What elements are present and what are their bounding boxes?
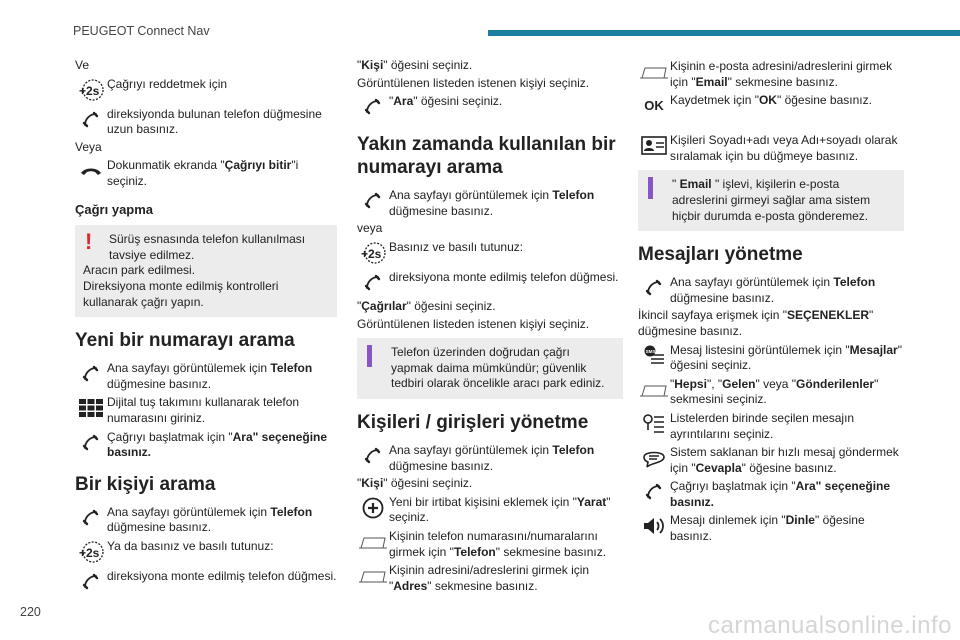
text-yada: Ya da basınız ve basılı tutunuz:	[107, 538, 274, 553]
phone-icon	[81, 110, 101, 130]
heading-yakin: Yakın zamanda kullanılan bir numarayı arama	[357, 134, 616, 179]
hang-up-icon	[79, 164, 103, 178]
watermark: carmanualsonline.info	[708, 612, 952, 639]
phone-icon	[644, 278, 664, 298]
info-box-1	[357, 338, 623, 399]
text-direksiyon3: direksiyona monte edilmiş telefon düğmesi.	[389, 269, 619, 284]
phone-icon	[363, 97, 383, 117]
text-yeni: Yeni bir irtibat kişisini eklemek için "Yarat" seçiniz.	[389, 494, 611, 525]
warning-box	[75, 225, 337, 317]
text-dinle: Mesajı dinlemek için "Dinle" öğesine basınız.	[670, 513, 865, 544]
details-row	[638, 410, 904, 442]
page-number: 220	[20, 605, 41, 619]
text-hizli: Sistem saklanan bir hızlı mesaj göndermek için "Cevapla" öğesine basınız.	[670, 445, 899, 475]
text-ana1: Ana sayfayı görüntülemek için Telefon düğmesine basınız.	[107, 361, 313, 391]
text-dijital: Dijital tuş takımını kullanarak telefon numarasını giriniz.	[107, 395, 300, 425]
address-tab-row	[357, 562, 623, 594]
phone-home-row-5	[638, 274, 904, 306]
warning-text-1: Sürüş esnasında telefon kullanılması tavsiye edilmez.	[109, 232, 306, 262]
svg-text:+2s: +2s	[79, 545, 100, 560]
text-kisi2: "Kişi" öğesini seçiniz.	[357, 476, 473, 491]
end-call-row	[75, 157, 337, 189]
text-veya: Veya	[75, 139, 102, 154]
phone-icon	[81, 572, 101, 592]
info-text-1: Telefon üzerinden doğrudan çağrı yapmak daima mümkündür; güvenlik tedbiri olarak öncelikle aracı park ediniz.	[391, 345, 605, 391]
svg-text:+2s: +2s	[361, 246, 382, 261]
tab-icon	[639, 64, 669, 80]
steering-phone-row-3	[357, 269, 623, 297]
call-start-row-1	[75, 429, 337, 461]
heading-kisileri: Kişileri / girişleri yönetme	[357, 411, 589, 433]
text-sirala: Kişileri Soyadı+adı veya Adı+soyadı olarak sıralamak için bu düğmeye basınız.	[670, 133, 898, 163]
text-listeden2: Görüntülenen listeden istenen kişiyi seçiniz.	[357, 316, 590, 331]
text-hepsi: "Hepsi", "Gelen" veya "Gönderilenler" sekmesini seçiniz.	[670, 376, 879, 407]
info-box-2	[638, 170, 904, 231]
steering-phone-row-2	[75, 568, 337, 596]
info-icon	[367, 345, 373, 365]
text-ana2: Ana sayfayı görüntülemek için Telefon düğmesine basınız.	[107, 504, 313, 535]
listen-row	[638, 512, 904, 544]
text-adres: Kişinin adresini/adreslerini girmek için "Adres" sekmesine basınız.	[389, 563, 590, 593]
speaker-icon	[642, 516, 666, 536]
phone-icon	[363, 273, 383, 293]
warning-icon: !	[85, 229, 93, 255]
heading-yeni-numara: Yeni bir numarayı arama	[75, 330, 295, 352]
hold-2s-icon	[76, 540, 106, 564]
email-tab-row	[638, 58, 904, 90]
call-start-row-2	[638, 478, 904, 510]
create-contact-row	[357, 494, 623, 526]
text-ara: "Ara" öğesini seçiniz.	[389, 94, 503, 109]
tab-icon	[639, 382, 669, 398]
keypad-row	[75, 394, 337, 426]
column-1	[75, 58, 337, 598]
phone-home-row-4	[357, 442, 623, 474]
tab-icon	[358, 568, 388, 584]
phone-icon	[644, 482, 664, 502]
warning-text-2: Aracın park edilmesi.	[83, 263, 196, 278]
column-3	[638, 58, 904, 547]
text-ok: Kaydetmek için "OK" öğesine basınız.	[670, 93, 872, 108]
info-text-2: " Email " işlevi, kişilerin e-posta adreslerini girmeyi sağlar ama sistem hiçbir durumda e-posta gönderemez.	[672, 177, 871, 223]
text-basiniz: Basınız ve basılı tutunuz:	[389, 239, 524, 254]
phone-home-row-3	[357, 187, 623, 219]
column-2	[357, 58, 623, 596]
phone-home-row-1	[75, 360, 337, 392]
text-ve: Ve	[75, 58, 90, 72]
phone-icon	[81, 508, 101, 528]
text-cagrilar: "Çağrılar" öğesini seçiniz.	[357, 298, 496, 313]
steering-phone-row	[75, 106, 337, 138]
hold-row-2	[357, 239, 623, 267]
phone-icon	[81, 364, 101, 384]
heading-mesajlar: Mesajları yönetme	[638, 244, 803, 266]
phone-tab-row	[357, 528, 623, 560]
ara-row	[357, 93, 623, 121]
sort-row	[638, 132, 904, 164]
messages-row	[638, 342, 904, 374]
hold-row-1	[75, 538, 337, 566]
keypad-icon	[78, 397, 104, 419]
ok-icon: OK	[644, 98, 664, 114]
phone-icon	[81, 433, 101, 453]
header-accent-bar	[488, 30, 960, 36]
text-reddet: Çağrıyı reddetmek için	[107, 76, 228, 91]
text-listeler: Listelerden birinde seçilen mesajın ayrıntılarını seçiniz.	[670, 410, 855, 441]
heading-kisi-arama: Bir kişiyi arama	[75, 473, 216, 495]
text-email: Kişinin e-posta adresini/adreslerini girmek için "Email" sekmesine basınız.	[670, 59, 893, 89]
sms-icon	[642, 345, 666, 367]
plus-circle-icon	[362, 497, 384, 519]
contact-card-icon	[641, 135, 667, 157]
text-ana4: Ana sayfayı görüntülemek için Telefon düğmesine basınız.	[389, 442, 595, 473]
text-ana3: Ana sayfayı görüntülemek için Telefon düğmesine basınız.	[389, 188, 595, 218]
text-listeden1: Görüntülenen listeden istenen kişiyi seçiniz.	[357, 75, 590, 90]
text-kisi-sec: "Kişi" öğesini seçiniz.	[357, 58, 473, 72]
hold-2s-icon	[76, 78, 106, 102]
text-baslat2: Çağrıyı başlatmak için "Ara" seçeneğine basınız.	[670, 479, 891, 509]
text-veya-2: veya	[357, 221, 383, 236]
tab-icon	[358, 534, 388, 550]
text-dokunmatik: Dokunmatik ekranda "Çağrıyı bitir"i seçiniz.	[107, 158, 299, 188]
message-reply-icon	[642, 447, 666, 469]
heading-cagri-yapma: Çağrı yapma	[75, 201, 154, 217]
info-icon	[648, 177, 654, 197]
phone-home-row-2	[75, 504, 337, 536]
hold-2s-icon	[358, 241, 388, 265]
text-direksiyon2: direksiyona monte edilmiş telefon düğmesi.	[107, 568, 337, 583]
reject-call-row	[75, 76, 337, 104]
tabs-row	[638, 376, 904, 408]
text-mesaj: Mesaj listesini görüntülemek için "Mesajlar" öğesini seçiniz.	[670, 342, 902, 373]
list-detail-icon	[642, 413, 666, 435]
text-ikincil: İkincil sayfaya erişmek için "SEÇENEKLER" düğmesine basınız.	[638, 308, 874, 338]
ok-row	[638, 92, 904, 120]
header-title: PEUGEOT Connect Nav	[73, 24, 210, 38]
svg-text:SMS: SMS	[645, 348, 656, 354]
warning-text-3: Direksiyona monte edilmiş kontrolleri kullanarak çağrı yapın.	[83, 278, 279, 309]
svg-text:+2s: +2s	[79, 83, 100, 98]
phone-icon	[363, 446, 383, 466]
phone-icon	[363, 191, 383, 211]
text-ana5: Ana sayfayı görüntülemek için Telefon düğmesine basınız.	[670, 275, 876, 305]
text-direksiyon1: direksiyonda bulunan telefon düğmesine uzun basınız.	[107, 106, 322, 137]
text-baslat1: Çağrıyı başlatmak için "Ara" seçeneğine basınız.	[107, 429, 328, 460]
text-tel: Kişinin telefon numarasını/numaralarını girmek için "Telefon" sekmesine basınız.	[389, 528, 607, 559]
reply-row	[638, 444, 904, 476]
